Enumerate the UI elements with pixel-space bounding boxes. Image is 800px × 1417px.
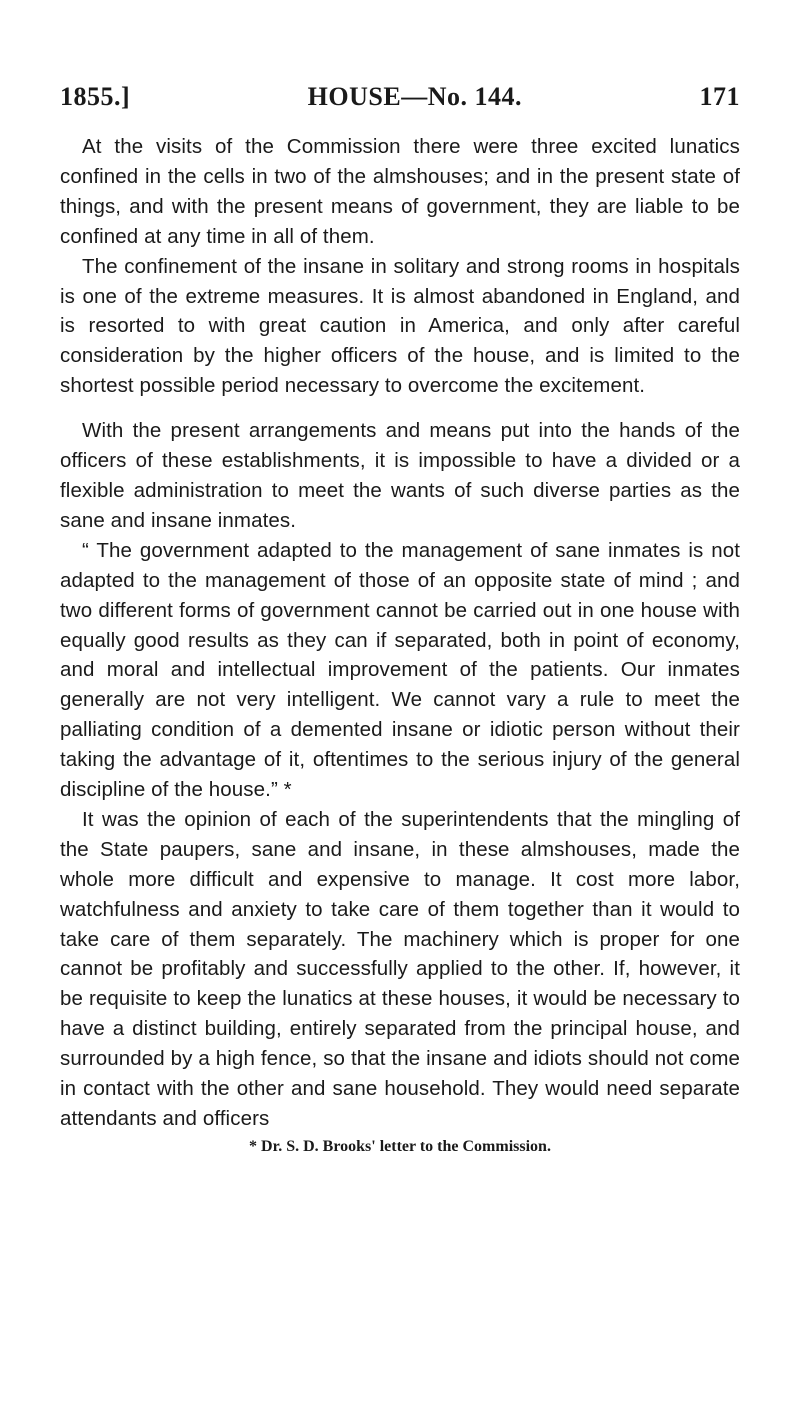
paragraph: The confinement of the insane in solitary and strong rooms in hospitals is one of the extreme measures. It is almost abandoned in England, and is resorted to with great caution in America, and only after careful consideration by the higher officers of the house, and is limited to the shortest possible period necessary to overcome the excitement.: [60, 254, 740, 398]
header-page-number: 171: [699, 82, 740, 111]
document-page: [60, 82, 740, 1156]
paragraph: At the visits of the Commission there were three excited lunatics confined in the cells in two of the almshouses; and in the present state of things, and with the present means of government, they are liable to be confined at any time in all of them.: [60, 135, 740, 248]
header-title: HOUSE—No. 144.: [307, 82, 522, 111]
body-text: [60, 132, 740, 1134]
running-header: [60, 82, 740, 112]
paragraph: “ The government adapted to the management of sane inmates is not adapted to the management of those of an opposite state of mind ; and two different forms of government cannot be carried out in one house with equally good results as they can if separated, both in point of economy, and moral and intellectual improvement of the patients. Our inmates generally are not very intelligent. We cannot vary a rule to meet the palliating condition of a demented insane or idiotic person without their taking the advantage of it, oftentimes to the serious injury of the general discipline of the house.” *: [60, 538, 740, 802]
header-year: 1855.]: [60, 82, 131, 111]
footnote: * Dr. S. D. Brooks' letter to the Commission.: [249, 1137, 551, 1155]
paragraph: With the present arrangements and means put into the hands of the officers of these establishments, it is impossible to have a divided or a flexible administration to meet the wants of such diverse parties as the sane and insane inmates.: [60, 419, 740, 532]
paragraph: It was the opinion of each of the superintendents that the mingling of the State paupers, sane and insane, in these almshouses, made the whole more difficult and expensive to manage. It cost more labor, watchfulness and anxiety to take care of them together than it would to take care of them separately. The machinery which is proper for one cannot be profitably and successfully applied to the other. If, however, it be requisite to keep the lunatics at these houses, it would be necessary to have a distinct building, entirely separated from the principal house, and surrounded by a high fence, so that the insane and idiots should not come in contact with the other and sane household. They would need separate attendants and officers: [60, 807, 740, 1130]
